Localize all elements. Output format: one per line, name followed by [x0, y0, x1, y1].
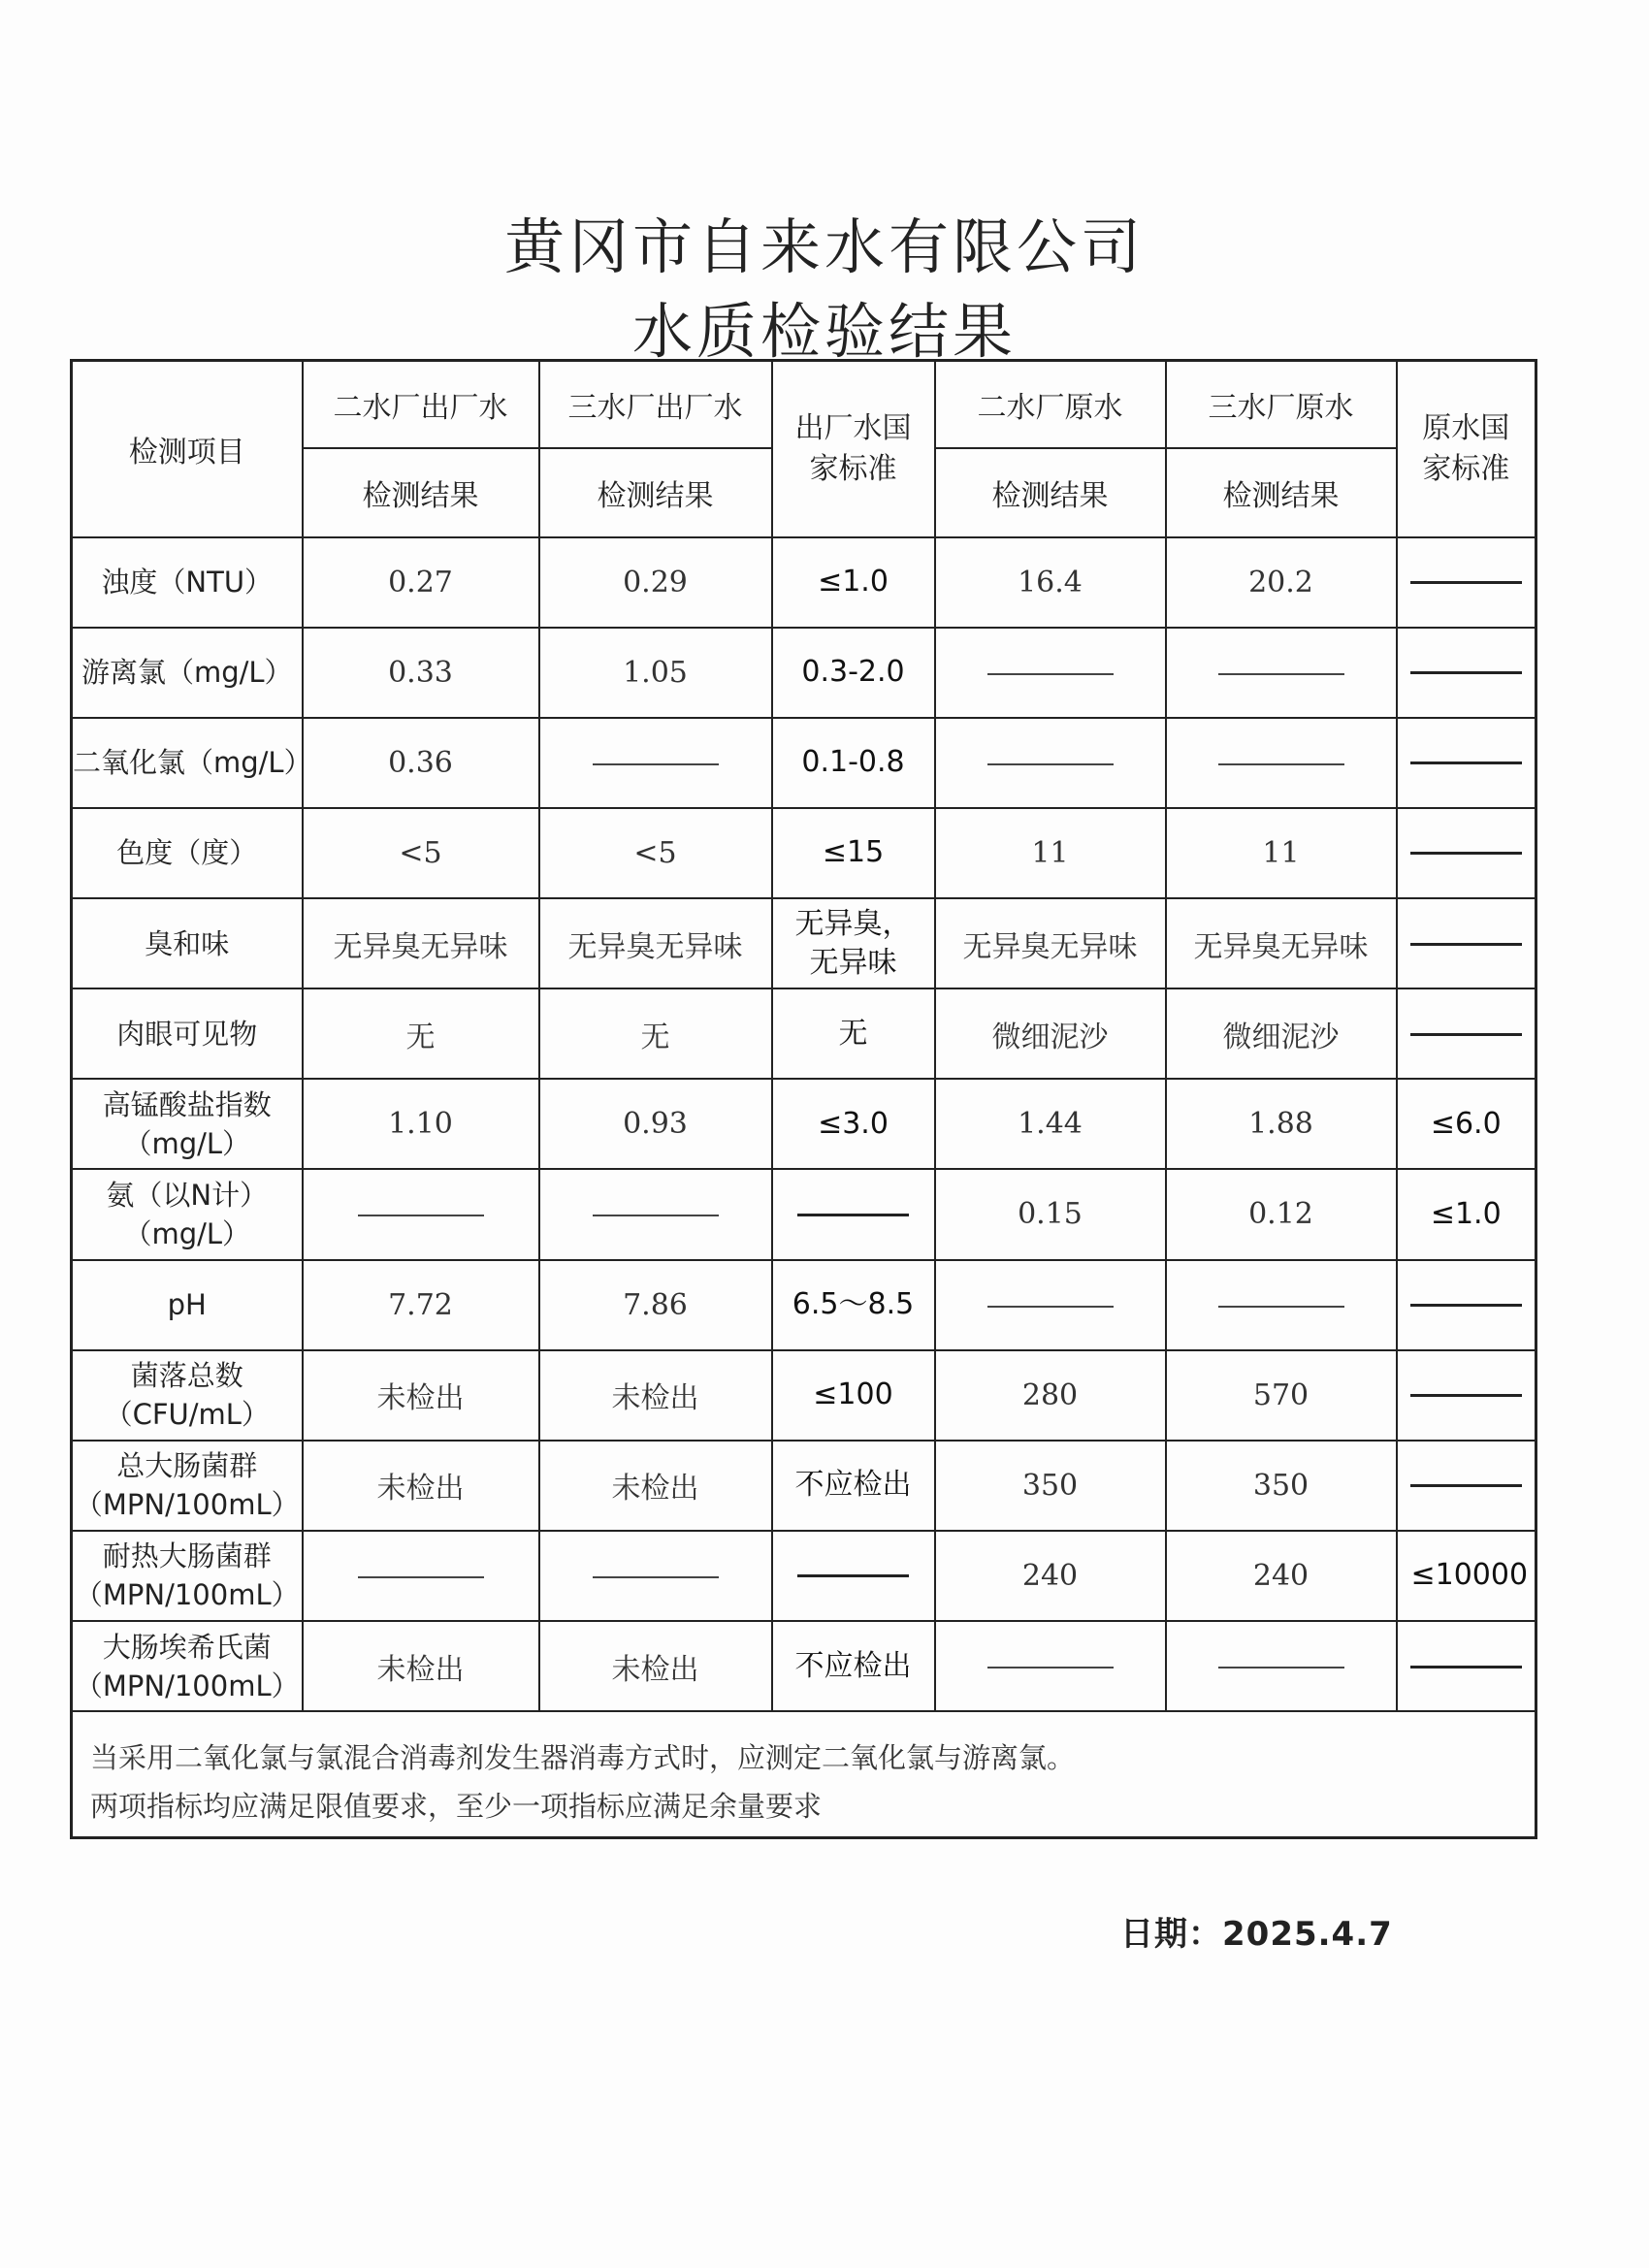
standard-header-text: 原水国家标准: [1422, 410, 1510, 486]
dash-line-icon: [1218, 1667, 1344, 1669]
result-value-cell: 无异臭无异味: [935, 898, 1166, 988]
result-value-cell: 未检出: [539, 1441, 772, 1531]
result-value-cell: 微细泥沙: [935, 988, 1166, 1079]
table-row: [72, 1260, 1536, 1350]
result-value-cell: 未检出: [539, 1621, 772, 1711]
item-name-cell: 菌落总数（CFU/mL）: [72, 1350, 303, 1441]
result-value-cell: 1.44: [935, 1079, 1166, 1169]
water-quality-table: [70, 359, 1537, 1839]
item-name-cell: 大肠埃希氏菌（MPN/100mL）: [72, 1621, 303, 1711]
item-name-cell: 二氧化氯（mg/L）: [72, 718, 303, 808]
table-row: [72, 898, 1536, 988]
dash-line-icon: [358, 1215, 484, 1216]
standard-header-text: 出厂水国家标准: [794, 410, 912, 486]
table-row: [72, 1531, 1536, 1621]
dash-line-icon: [593, 763, 719, 765]
standard-column-header: [1397, 361, 1536, 537]
standard-value-cell: 不应检出: [772, 1621, 935, 1711]
result-value-cell: 0.29: [539, 537, 772, 628]
dash-line-icon: [1410, 671, 1522, 674]
empty-value-cell: [1397, 898, 1536, 988]
report-title: 水质检验结果: [631, 296, 1017, 367]
result-value-cell: 240: [935, 1531, 1166, 1621]
report-date: 日期：2025.4.7: [1120, 1915, 1393, 1954]
standard-value-cell: ≤10000: [1397, 1531, 1536, 1621]
dash-line-icon: [987, 1306, 1114, 1308]
standard-value-cell: 0.3-2.0: [772, 628, 935, 718]
result-value-cell: 无异臭无异味: [1166, 898, 1397, 988]
empty-value-cell: [539, 718, 772, 808]
result-value-cell: 350: [1166, 1441, 1397, 1531]
dash-line-icon: [797, 1214, 909, 1216]
empty-value-cell: [303, 1169, 539, 1259]
result-subheader: 检测结果: [303, 448, 539, 537]
group-header: 二水厂出厂水: [303, 361, 539, 448]
note-row: [72, 1711, 1536, 1837]
standard-value-cell: 无异臭，无异味: [772, 898, 935, 988]
table-row: [72, 1169, 1536, 1259]
dash-line-icon: [1410, 1394, 1522, 1397]
empty-value-cell: [1397, 1350, 1536, 1441]
standard-column-header: [772, 361, 935, 537]
empty-value-cell: [1166, 628, 1397, 718]
item-name-cell: 高锰酸盐指数（mg/L）: [72, 1079, 303, 1169]
dash-line-icon: [1218, 1306, 1344, 1308]
standard-value-cell: ≤15: [772, 808, 935, 898]
table-row: [72, 1441, 1536, 1531]
result-value-cell: 无异臭无异味: [539, 898, 772, 988]
result-value-cell: 0.27: [303, 537, 539, 628]
result-value-cell: 7.86: [539, 1260, 772, 1350]
note-cell: [72, 1711, 1536, 1837]
standard-value-cell: ≤3.0: [772, 1079, 935, 1169]
empty-value-cell: [1397, 808, 1536, 898]
result-value-cell: <5: [539, 808, 772, 898]
dash-line-icon: [358, 1576, 484, 1578]
dash-line-icon: [1218, 763, 1344, 765]
item-name-cell: 耐热大肠菌群（MPN/100mL）: [72, 1531, 303, 1621]
result-value-cell: 0.36: [303, 718, 539, 808]
item-name-cell: 臭和味: [72, 898, 303, 988]
result-value-cell: 350: [935, 1441, 1166, 1531]
standard-value-cell: 0.1-0.8: [772, 718, 935, 808]
standard-value-cell: ≤100: [772, 1350, 935, 1441]
result-value-cell: 0.33: [303, 628, 539, 718]
result-value-cell: 0.12: [1166, 1169, 1397, 1259]
table-body: [72, 537, 1536, 1838]
result-value-cell: 0.93: [539, 1079, 772, 1169]
table-row: [72, 1621, 1536, 1711]
item-column-header: 检测项目: [72, 361, 303, 537]
item-name-cell: 总大肠菌群（MPN/100mL）: [72, 1441, 303, 1531]
item-name-cell: 色度（度）: [72, 808, 303, 898]
table-row: [72, 718, 1536, 808]
result-value-cell: 未检出: [303, 1350, 539, 1441]
dash-line-icon: [1410, 943, 1522, 946]
result-value-cell: 11: [935, 808, 1166, 898]
group-header: 三水厂原水: [1166, 361, 1397, 448]
result-value-cell: 16.4: [935, 537, 1166, 628]
empty-value-cell: [1397, 718, 1536, 808]
result-value-cell: 1.88: [1166, 1079, 1397, 1169]
dash-line-icon: [1410, 761, 1522, 764]
table-row: [72, 1079, 1536, 1169]
table-row: [72, 808, 1536, 898]
result-subheader: 检测结果: [1166, 448, 1397, 537]
item-name-cell: pH: [72, 1260, 303, 1350]
item-name-cell: 氨（以N计）（mg/L）: [72, 1169, 303, 1259]
result-subheader: 检测结果: [935, 448, 1166, 537]
empty-value-cell: [935, 1621, 1166, 1711]
result-value-cell: 1.10: [303, 1079, 539, 1169]
result-value-cell: 未检出: [303, 1441, 539, 1531]
dash-line-icon: [593, 1215, 719, 1216]
standard-value-cell: ≤6.0: [1397, 1079, 1536, 1169]
result-value-cell: 0.15: [935, 1169, 1166, 1259]
header-row-1: [72, 361, 1536, 448]
empty-value-cell: [1166, 1621, 1397, 1711]
result-value-cell: 280: [935, 1350, 1166, 1441]
table-row: [72, 628, 1536, 718]
dash-line-icon: [1410, 852, 1522, 855]
result-value-cell: 微细泥沙: [1166, 988, 1397, 1079]
empty-value-cell: [772, 1531, 935, 1621]
empty-value-cell: [935, 628, 1166, 718]
group-header: 二水厂原水: [935, 361, 1166, 448]
result-value-cell: 11: [1166, 808, 1397, 898]
note-line: 当采用二氧化氯与氯混合消毒剂发生器消毒方式时，应测定二氧化氯与游离氯。: [90, 1741, 1076, 1775]
result-subheader: 检测结果: [539, 448, 772, 537]
result-value-cell: 无: [303, 988, 539, 1079]
empty-value-cell: [1166, 718, 1397, 808]
dash-line-icon: [987, 1667, 1114, 1669]
empty-value-cell: [1397, 628, 1536, 718]
empty-value-cell: [539, 1531, 772, 1621]
empty-value-cell: [539, 1169, 772, 1259]
company-title: 黄冈市自来水有限公司: [503, 211, 1145, 282]
dash-line-icon: [987, 763, 1114, 765]
empty-value-cell: [1397, 1621, 1536, 1711]
item-name-cell: 游离氯（mg/L）: [72, 628, 303, 718]
result-value-cell: 20.2: [1166, 537, 1397, 628]
empty-value-cell: [772, 1169, 935, 1259]
result-value-cell: <5: [303, 808, 539, 898]
standard-value-cell: 6.5～8.5: [772, 1260, 935, 1350]
dash-line-icon: [1410, 1033, 1522, 1036]
empty-value-cell: [1397, 988, 1536, 1079]
result-value-cell: 无: [539, 988, 772, 1079]
result-value-cell: 570: [1166, 1350, 1397, 1441]
standard-value-cell: 无: [772, 988, 935, 1079]
standard-value-cell: ≤1.0: [1397, 1169, 1536, 1259]
result-value-cell: 240: [1166, 1531, 1397, 1621]
note-line: 两项指标均应满足限值要求，至少一项指标应满足余量要求: [90, 1790, 823, 1824]
dash-line-icon: [593, 1576, 719, 1578]
item-name-cell: 浊度（NTU）: [72, 537, 303, 628]
dash-line-icon: [1410, 1304, 1522, 1307]
empty-value-cell: [935, 718, 1166, 808]
result-value-cell: 未检出: [539, 1350, 772, 1441]
result-value-cell: 1.05: [539, 628, 772, 718]
table-row: [72, 537, 1536, 628]
item-name-cell: 肉眼可见物: [72, 988, 303, 1079]
dash-line-icon: [797, 1574, 909, 1577]
empty-value-cell: [935, 1260, 1166, 1350]
empty-value-cell: [1397, 1260, 1536, 1350]
table-row: [72, 988, 1536, 1079]
result-value-cell: 无异臭无异味: [303, 898, 539, 988]
result-value-cell: 7.72: [303, 1260, 539, 1350]
dash-line-icon: [987, 673, 1114, 675]
empty-value-cell: [1166, 1260, 1397, 1350]
empty-value-cell: [1397, 537, 1536, 628]
group-header: 三水厂出厂水: [539, 361, 772, 448]
standard-value-cell: 不应检出: [772, 1441, 935, 1531]
result-value-cell: 未检出: [303, 1621, 539, 1711]
dash-line-icon: [1410, 1666, 1522, 1669]
dash-line-icon: [1410, 1484, 1522, 1487]
standard-value-cell: ≤1.0: [772, 537, 935, 628]
empty-value-cell: [303, 1531, 539, 1621]
dash-line-icon: [1218, 673, 1344, 675]
empty-value-cell: [1397, 1441, 1536, 1531]
table-row: [72, 1350, 1536, 1441]
dash-line-icon: [1410, 581, 1522, 584]
